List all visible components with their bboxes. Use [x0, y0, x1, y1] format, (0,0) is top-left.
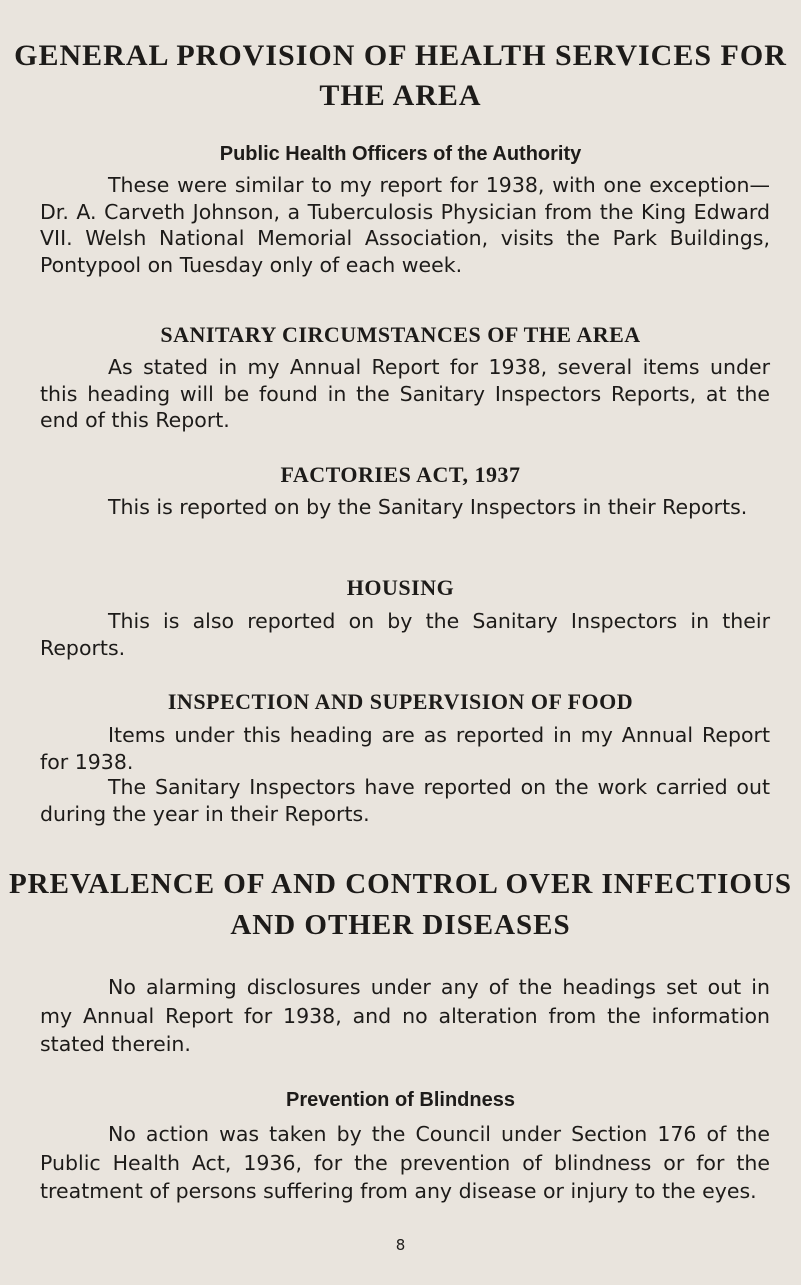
paragraph-public-health-officers: These were similar to my report for 1938, with one exception—Dr. A. Carveth Johnson, a Tuberculosis Physician from the King Edward VII. Welsh National Memorial Association, visits the Park Buildings, Pontypool on Tuesday only of each week. [40, 173, 770, 277]
section-heading-public-health-officers: Public Health Officers of the Authority [219, 143, 582, 165]
section-heading-prevention-blindness: Prevention of Blindness [286, 1089, 515, 1111]
section-heading-prevalence-control: PREVALENCE OF AND CONTROL OVER INFECTIOUS AND OTHER DISEASES [8, 868, 793, 941]
page-number: 8 [395, 1236, 406, 1254]
paragraph-prevalence-control: No alarming disclosures under any of the headings set out in my Annual Report for 1938, and no alteration from the information stated therein. [40, 975, 770, 1056]
paragraph-inspection-food-1: Items under this heading are as reported in my Annual Report for 1938. [40, 723, 770, 774]
paragraph-sanitary-circumstances: As stated in my Annual Report for 1938, several items under this heading will be found in the Sanitary Inspectors Reports, at the end of this Report. [40, 355, 770, 432]
page-title: GENERAL PROVISION OF HEALTH SERVICES FOR THE AREA [14, 39, 787, 112]
paragraph-prevention-blindness: No action was taken by the Council under Section 176 of the Public Health Act, 1936, for the prevention of blindness or for the treatment of persons suffering from any disease or injury to the eyes. [40, 1122, 770, 1203]
section-heading-housing: HOUSING [346, 575, 455, 600]
section-heading-inspection-food: INSPECTION AND SUPERVISION OF FOOD [167, 689, 634, 714]
paragraph-factories-act: This is reported on by the Sanitary Inspectors in their Reports. [108, 495, 748, 519]
section-heading-factories-act: FACTORIES ACT, 1937 [280, 462, 521, 487]
section-heading-sanitary-circumstances: SANITARY CIRCUMSTANCES OF THE AREA [160, 322, 641, 347]
paragraph-housing: This is also reported on by the Sanitary Inspectors in their Reports. [40, 609, 770, 660]
paragraph-inspection-food-2: The Sanitary Inspectors have reported on the work carried out during the year in their Reports. [40, 775, 770, 826]
